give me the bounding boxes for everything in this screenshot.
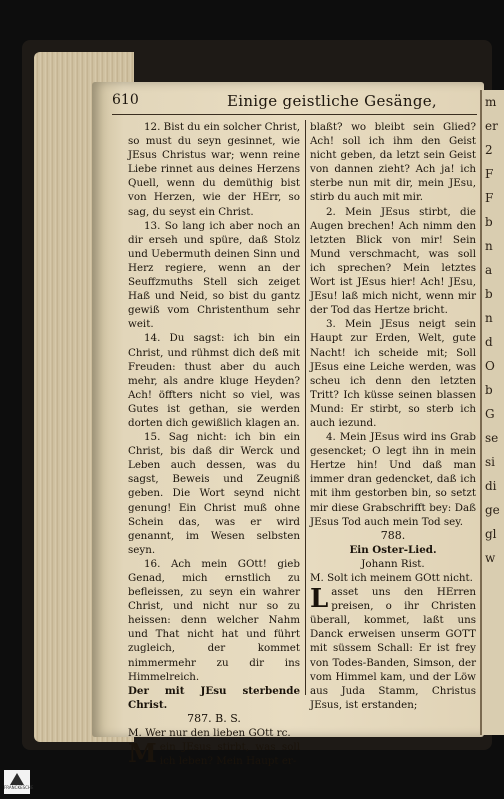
right-page-fragment: d bbox=[485, 335, 493, 349]
paragraph-text: 14. Du sagst: ich bin ein Christ, und rühmst dich deß mit Freuden: thust aber du auch mehr, als andre kluge Heyden? Ach! öffters nicht so viel, was Gutes ist gethan, sie werden dorten dich gewißlich klagen an. bbox=[128, 332, 300, 429]
paragraph bbox=[128, 726, 300, 740]
right-page-fragment: si bbox=[485, 455, 495, 469]
paragraph bbox=[310, 571, 476, 585]
right-page-fragment: b bbox=[485, 287, 493, 301]
paragraph bbox=[128, 557, 300, 684]
drop-capital: L bbox=[310, 584, 329, 615]
paragraph-text: 2. Mein JEsus stirbt, die Augen brechen! Ach nimm den letzten Blick von mir! Sein Mund verschmacht, was soll ich sprechen? Mein letztes Wort ist JEsus hier! Ach! JEsu, JEsu! laß mich nicht, wenn mir der Tod das Hertze bricht. bbox=[310, 205, 476, 317]
paragraph-text: Der mit JEsu sterbende Christ. bbox=[128, 684, 300, 711]
paragraph bbox=[128, 120, 300, 219]
paragraph-text: M. Wer nur den lieben GOtt rc. bbox=[128, 727, 291, 740]
paragraph bbox=[128, 430, 300, 557]
paragraph-text: 787. B. S. bbox=[187, 711, 241, 725]
left-column bbox=[128, 120, 300, 768]
column-divider bbox=[305, 120, 306, 695]
right-page-fragment: er bbox=[485, 119, 498, 133]
paragraph-text: 16. Ach mein GOtt! gieb Genad, mich ernstlich zu befleissen, zu seyn ein wahrer Christ, und nicht nur so zu heissen: denn welcher Nahm und That nicht hat und führt zugleich, der kommet nimmermehr zu dir ins Himmelreich. bbox=[128, 557, 300, 683]
paragraph bbox=[128, 219, 300, 332]
right-page-fragment: F bbox=[485, 191, 494, 205]
paragraph bbox=[310, 205, 476, 318]
header-rule bbox=[112, 114, 477, 115]
paragraph-text: Ein Oster-Lied. bbox=[349, 543, 437, 556]
paragraph-text: 3. Mein JEsus neigt sein Haupt zur Erden, Welt, gute Nacht! ich scheide mit; Soll JEsus eine Leiche werden, was scheu ich denn den letzten Tritt? Ich küsse seinen blassen Mund: Er stirbt, so sterb ich auch iezund. bbox=[310, 318, 476, 429]
right-page-fragment: n bbox=[485, 239, 493, 253]
paragraph-text: Johann Rist. bbox=[361, 557, 425, 570]
right-page-fragment: F bbox=[485, 167, 494, 181]
right-page-fragment: O bbox=[485, 359, 495, 373]
drop-capital: M bbox=[128, 739, 157, 770]
paragraph bbox=[128, 684, 300, 712]
right-page-fragment: gl bbox=[485, 527, 497, 541]
paragraph-text: 12. Bist du ein solcher Christ, so must du seyn gesinnet, wie JEsus Christus war; wenn reine Liebe rinnet aus deines Herzens Quell, wenn du demüthig bist von Herzen, wie der HErr, so sag, du seyst ein Christ. bbox=[128, 121, 300, 218]
paragraph-text: asset uns den HErren preisen, o ihr Christen überall, kommet, laßt uns Danck erweisen unserm GOTT mit süssem Schall: Er ist frey von Todes-Banden, Simson, der vom Himmel kam, und der Löw aus Juda Stamm, Christus JEsus, ist erstanden; bbox=[310, 586, 476, 711]
right-page-fragment: ge bbox=[485, 503, 500, 517]
paragraph bbox=[310, 543, 476, 557]
right-page-fragment: b bbox=[485, 215, 493, 229]
right-page-fragment: m bbox=[485, 95, 497, 109]
right-page-fragment: 2 bbox=[485, 143, 493, 157]
paragraph bbox=[310, 529, 476, 543]
right-page-fragment: a bbox=[485, 263, 493, 277]
right-page-fragment: b bbox=[485, 383, 493, 397]
paragraph-text: 4. Mein JEsus wird ins Grab gesencket; O legt ihn in mein Hertze hin! Und daß man immer dran gedencket, daß ich mit ihm gestorben bin, so setzt mir diese Grabschrifft bey: Daß JEsus Tod auch mein Tod sey. bbox=[310, 431, 476, 528]
right-page-fragment: w bbox=[485, 551, 496, 565]
paragraph bbox=[128, 331, 300, 430]
paragraph bbox=[128, 740, 300, 768]
right-column bbox=[310, 120, 476, 712]
right-page-edge bbox=[480, 90, 504, 735]
paragraph bbox=[310, 120, 476, 205]
right-page-fragment: di bbox=[485, 479, 497, 493]
paragraph bbox=[310, 317, 476, 430]
right-page-fragment: se bbox=[485, 431, 499, 445]
paragraph-text: M. Solt ich meinem GOtt nicht. bbox=[310, 572, 473, 584]
right-page-fragment: G bbox=[485, 407, 495, 421]
paragraph-text: ein JEsus stirbt, was soll ich leben? Mein Haupt er- bbox=[159, 741, 300, 768]
paragraph-text: 15. Sag nicht: ich bin ein Christ, bis daß dir Werck und Leben auch dessen, was du sagst, Beweis und Zeugniß geben. Die Wort seynd nicht genung! Ein Christ muß ohne Schein das, was er wird genannt, im Wesen selbsten seyn. bbox=[128, 431, 300, 556]
paragraph-text: 788. bbox=[380, 528, 406, 542]
paragraph-text: 13. So lang ich aber noch an dir erseh und spüre, daß Stolz und Uebermuth deinen Sinn und Herz regiere, wenn an der Seuffzmuths Stell sich zeiget Haß und Neid, so bist du gantz gewiß vom Christenthum sehr weit. bbox=[128, 219, 300, 331]
paragraph bbox=[128, 712, 300, 726]
library-logo-icon: FRANCKESCHE bbox=[4, 770, 30, 794]
right-page-fragment: n bbox=[485, 311, 493, 325]
running-title: Einige geistliche Gesänge, bbox=[227, 92, 437, 110]
paragraph-text: blaßt? wo bleibt sein Glied? Ach! soll ich ihm den Geist nicht geben, da letzt sein Geist von dannen zieht? Ach ja! ich sterbe nun mit dir, mein JEsu, stirb du auch mit mir. bbox=[310, 121, 476, 204]
page-number: 610 bbox=[112, 92, 139, 108]
paragraph bbox=[310, 585, 476, 712]
page-header bbox=[112, 92, 472, 112]
paragraph bbox=[310, 557, 476, 571]
paragraph bbox=[310, 430, 476, 529]
